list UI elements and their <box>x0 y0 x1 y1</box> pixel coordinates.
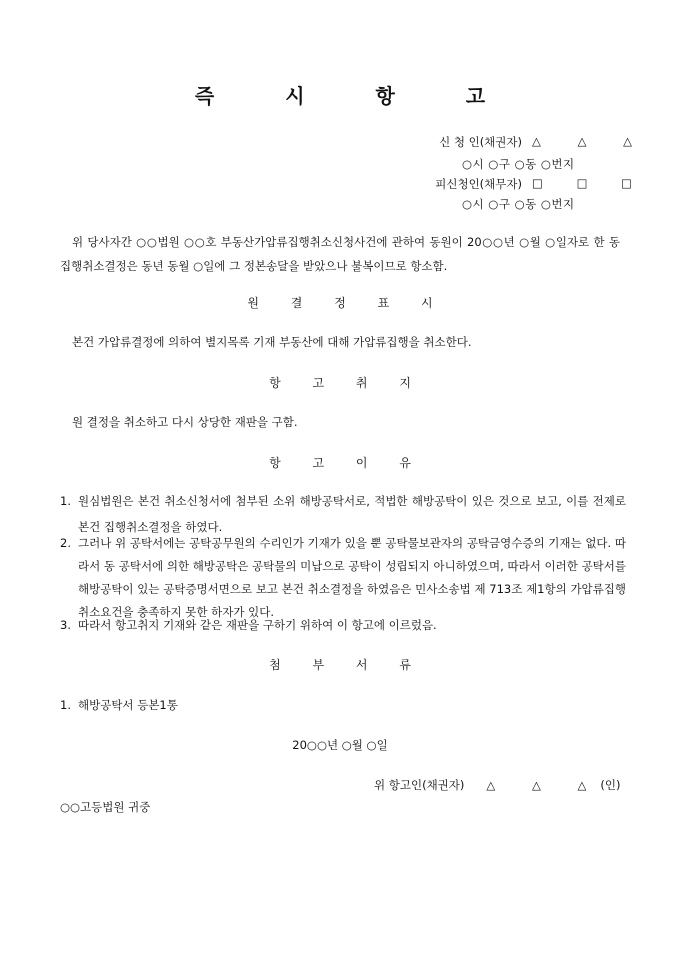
attachment-number: 1. <box>60 698 71 712</box>
reason-item <box>60 532 626 624</box>
original-decision-heading: 원 결 정 표 시 <box>247 296 447 310</box>
document-date: 20○○년 ○월 ○일 <box>292 738 388 752</box>
respondent-mark: □ <box>576 176 588 190</box>
attachments-heading: 첨 부 서 류 <box>269 658 425 672</box>
signer-line <box>374 777 621 793</box>
signer-marks <box>486 778 586 792</box>
signer-mark: △ <box>577 778 587 792</box>
intro-paragraph: 위 당사자간 ○○법원 ○○호 부동산가압류집행취소신청사건에 관하여 동원이 20○○년 ○월 ○일자로 한 동 집행취소결정은 동년 동월 ○일에 그 정본송달을 받았으나 불복이므로 항소함. <box>60 235 620 273</box>
court-addressee: ○○고등법원 귀중 <box>60 800 151 814</box>
signer-label: 위 항고인(채권자) <box>374 778 465 792</box>
applicant-marks <box>532 134 632 148</box>
attachment-text: 해방공탁서 등본1통 <box>78 698 178 712</box>
signer-mark: △ <box>531 778 541 792</box>
appeal-purpose-heading: 항 고 취 지 <box>269 376 425 390</box>
respondent-mark: □ <box>621 176 632 190</box>
respondent-marks <box>532 176 632 190</box>
appeal-reasons-heading: 항 고 이 유 <box>269 456 425 470</box>
reason-number: 1. <box>60 494 71 508</box>
respondent-address: ○시 ○구 ○동 ○번지 <box>462 197 575 211</box>
document-title: 즉 시 항 고 <box>194 84 518 108</box>
appeal-purpose-body: 원 결정을 취소하고 다시 상당한 재판을 구함. <box>72 415 298 429</box>
respondent-label: 피신청인(채무자) <box>435 177 522 191</box>
signer-mark: △ <box>486 778 496 792</box>
reason-text: 따라서 항고취지 기재와 같은 재판을 구하기 위하여 이 항고에 이르렀음. <box>78 618 437 632</box>
applicant-mark: △ <box>577 134 587 148</box>
reason-item <box>60 612 626 638</box>
applicant-label: 신 청 인(채권자) <box>439 135 522 149</box>
attachment-item <box>60 692 626 718</box>
reason-text: 원심법원은 본건 취소신청서에 첨부된 소위 해방공탁서로, 적법한 해방공탁이 있은 것으로 보고, 이를 전제로 본건 집행취소결정을 하였다. <box>78 494 626 534</box>
original-decision-body: 본건 가압류결정에 의하여 별지목록 기재 부동산에 대해 가압류집행을 취소한다. <box>72 335 472 349</box>
applicant-mark: △ <box>532 134 541 148</box>
respondent-mark: □ <box>532 176 543 190</box>
reason-text: 그러나 위 공탁서에는 공탁공무원의 수리인가 기재가 있을 뿐 공탁물보관자의 공탁금영수증의 기재는 없다. 따라서 동 공탁서에 의한 해방공탁은 공탁물의 미납으로 공탁이 성립되지 아니하였으며, 따라서 이러한 공탁서를 해방공탁이 있는 공탁증명서면으로 보고 본건 취소결정을 하였음은 민사소송법 제 713조 제1항의 가압류집행취소요건을 충족하지 못한 하자가 있다. <box>78 536 626 619</box>
reason-number: 2. <box>60 536 71 550</box>
applicant-mark: △ <box>623 134 632 148</box>
reason-number: 3. <box>60 618 71 632</box>
signer-seal: (인) <box>600 778 621 792</box>
applicant-address: ○시 ○구 ○동 ○번지 <box>462 157 575 171</box>
